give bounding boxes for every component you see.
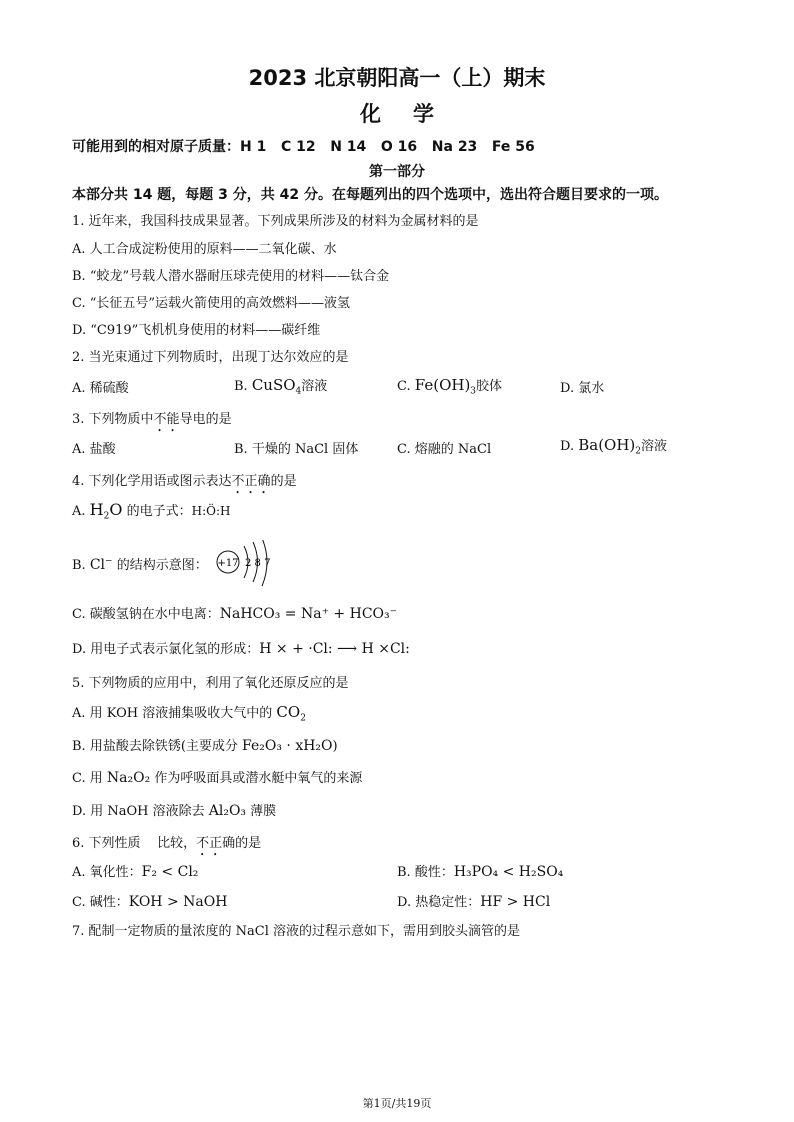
q2-stem: 2. 当光束通过下列物质时，出现丁达尔效应的是 xyxy=(72,350,349,365)
q3-option-d: D. $Ba(OH)_2$溶液 xyxy=(560,436,668,457)
q6-option-c: C. 碱性：KOH > NaOH xyxy=(72,894,228,910)
q6-stem: 6. 下列性质 比较，不正确的是 xyxy=(72,836,262,851)
q7-stem: 7. 配制一定物质的量浓度的 NaCl 溶液的过程示意如下，需用到胶头滴管的是 xyxy=(72,924,521,939)
q3-option-b: B. 干燥的 NaCl 固体 xyxy=(234,442,359,457)
q3-option-c: C. 熔融的 NaCl xyxy=(397,442,492,457)
q1-option-c: C. “长征五号”运载火箭使用的高效燃料——液氢 xyxy=(72,296,351,311)
q4-option-a: A. $H_2O$ 的电子式：H:Ö:H xyxy=(72,500,231,522)
q5-option-d: D. 用 NaOH 溶液除去 Al₂O₃ 薄膜 xyxy=(72,803,277,819)
q2-option-b: B. CuSO$_4$溶液 xyxy=(234,376,328,397)
q3-stem: 3. 下列物质中不能导电的是 xyxy=(72,412,232,427)
subject-title: 化学 xyxy=(360,102,466,126)
cl-ion-structure-diagram xyxy=(215,540,285,600)
q5-option-b: B. 用盐酸去除铁锈(主要成分 Fe₂O₃ · xH₂O) xyxy=(72,738,338,754)
q2-option-a: A. 稀硫酸 xyxy=(72,381,129,396)
q2-option-d: D. 氯水 xyxy=(560,381,605,396)
exam-title: 2023 北京朝阳高一（上）期末 xyxy=(248,66,546,90)
q4-stem: 4. 下列化学用语或图示表达不正确的是 xyxy=(72,474,297,489)
q4-option-b: B. Cl− 的结构示意图： xyxy=(72,556,208,573)
q1-option-d: D. “C919”飞机机身使用的材料——碳纤维 xyxy=(72,323,321,338)
q6-option-b: B. 酸性：H₃PO₄ < H₂SO₄ xyxy=(397,864,564,880)
instructions: 本部分共 14 题，每题 3 分，共 42 分。在每题列出的四个选项中，选出符合题目要求的一项。 xyxy=(72,187,668,203)
q1-option-a: A. 人工合成淀粉使用的原料——二氧化碳、水 xyxy=(72,242,337,257)
q5-option-a: A. 用 KOH 溶液捕集吸收大气中的 $CO_2$ xyxy=(72,703,306,724)
q1-option-b: B. “蛟龙”号载人潜水器耐压球壳使用的材料——钛合金 xyxy=(72,269,390,284)
page-number: 第1页/共19页 xyxy=(362,1097,432,1110)
q5-stem: 5. 下列物质的应用中，利用了氧化还原反应的是 xyxy=(72,676,349,691)
q3-option-a: A. 盐酸 xyxy=(72,442,116,457)
shell-electrons-label: 2 8 7 xyxy=(245,558,271,569)
part-heading: 第一部分 xyxy=(369,164,425,180)
q4-option-c: C. 碳酸氢钠在水中电离：NaHCO₃ = Na⁺ + HCO₃⁻ xyxy=(72,606,398,622)
atomic-masses: 可能用到的相对原子质量：H 1 C 12 N 14 O 16 Na 23 Fe 56 xyxy=(72,139,535,155)
q6-option-a: A. 氧化性：F₂ < Cl₂ xyxy=(72,864,199,880)
nucleus-label: +17 xyxy=(217,558,239,569)
q5-option-c: C. 用 Na₂O₂ 作为呼吸面具或潜水艇中氧气的来源 xyxy=(72,770,363,786)
q1-stem: 1. 近年来，我国科技成果显著。下列成果所涉及的材料为金属材料的是 xyxy=(72,214,479,229)
q4-option-d: D. 用电子式表示氯化氢的形成：H × + ·Cl: ⟶ H ×Cl: xyxy=(72,641,410,657)
q6-option-d: D. 热稳定性：HF > HCl xyxy=(397,894,551,910)
q2-option-c: C. $Fe(OH)_3$胶体 xyxy=(397,376,503,397)
